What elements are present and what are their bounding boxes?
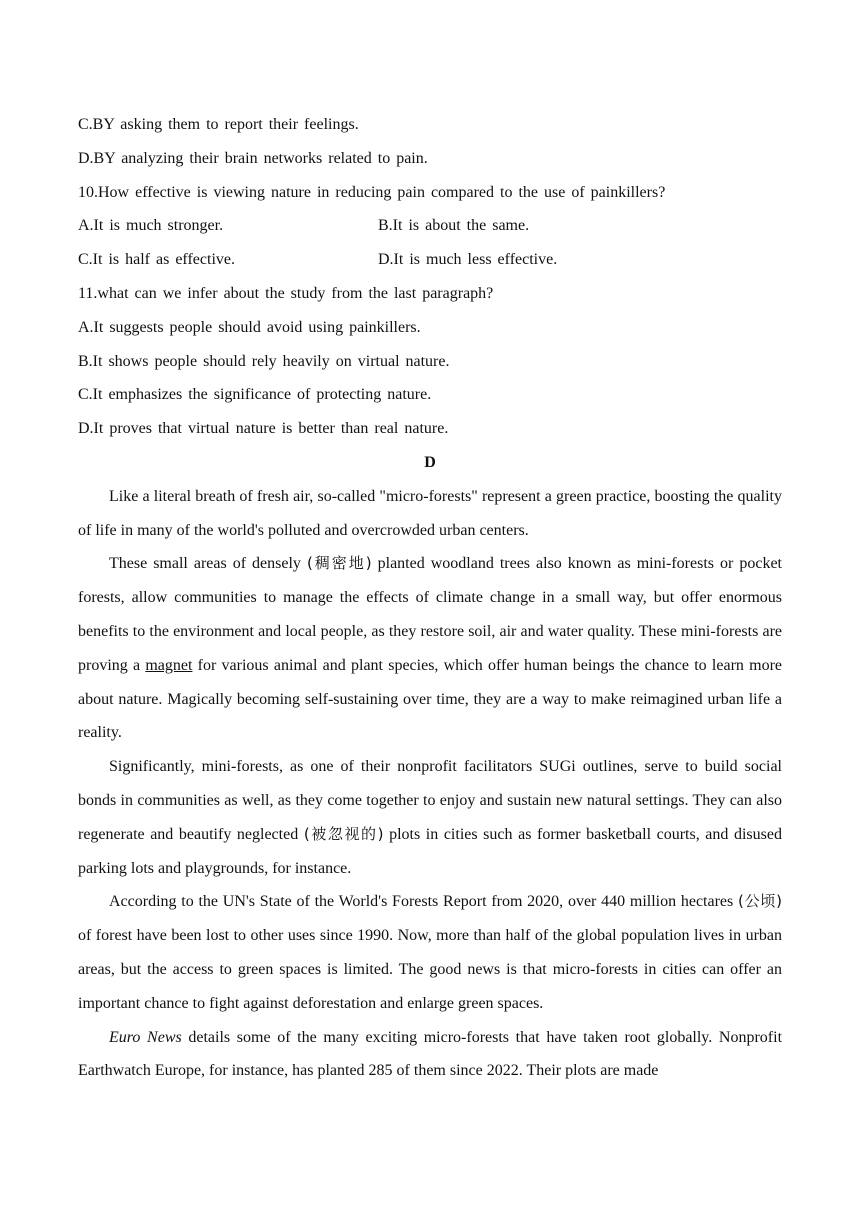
q11-option-b: B.It shows people should rely heavily on virtual nature.: [78, 352, 450, 370]
underlined-word-magnet: magnet: [145, 656, 193, 674]
q10-option-c: C.It is half as effective.: [78, 251, 235, 269]
passage-paragraph-1: [78, 480, 782, 548]
passage-paragraph-3: [78, 750, 782, 885]
p5-source-name: Euro News: [109, 1028, 182, 1046]
p2-text-b: planted woodland trees also known as mini-forests or pocket forests, allow communities to manage the effects of climate change in a small way, but offer enormous benefits to the environment and local people, as they restore soil, air and water quality. These mini-forests are proving a: [78, 555, 782, 674]
q11-option-c: C.It emphasizes the significance of protecting nature.: [78, 386, 432, 404]
q10-options-row-2: [78, 243, 782, 277]
q9-option-c: C.BY asking them to report their feelings.: [78, 116, 359, 133]
p4-text-a: According to the UN's State of the World's Forests Report from 2020, over 440 million hectares: [109, 893, 739, 911]
p5-text-b: details some of the many exciting micro-forests that have taken root globally. Nonprofit Earthwatch Europe, for instance, has planted 285 of them since 2022. Their plots are made: [78, 1028, 783, 1080]
p3-gloss: (被忽视的): [303, 824, 384, 843]
p2-text-c: for various animal and plant species, which offer human beings the chance to learn more about nature. Magically becoming self-sustaining over time, they are a way to make reimagined urban life a reality.: [78, 656, 783, 742]
q10-stem: 10.How effective is viewing nature in reducing pain compared to the use of painkillers?: [78, 183, 666, 201]
passage-paragraph-2: [78, 547, 782, 750]
p3-text-b: plots in cities such as former basketball courts, and disused parking lots and playgrounds, for instance.: [78, 825, 782, 877]
passage-paragraph-5: [78, 1021, 782, 1089]
q9-option-d: D.BY analyzing their brain networks related to pain.: [78, 149, 428, 167]
section-title: D: [424, 453, 436, 471]
p1-text: Like a literal breath of fresh air, so-called "micro-forests" represent a green practice, boosting the quality of life in many of the world's polluted and overcrowded urban centers.: [78, 487, 782, 539]
document-page: [78, 108, 782, 1088]
q11-option-a: A.It suggests people should avoid using painkillers.: [78, 318, 421, 336]
q11-stem: 11.what can we infer about the study from the last paragraph?: [78, 284, 494, 302]
p2-gloss: (稠密地): [306, 554, 372, 573]
q10-option-d: D.It is much less effective.: [378, 251, 558, 269]
p4-text-b: of forest have been lost to other uses since 1990. Now, more than half of the global population lives in urban areas, but the access to green spaces is limited. The good news is that micro-forests in cities can offer an important chance to fight against deforestation and enlarge green spaces.: [78, 927, 782, 1012]
q11-option-d: D.It proves that virtual nature is better than real nature.: [78, 420, 449, 438]
p4-gloss: (公顷): [738, 892, 782, 911]
q10-option-a: A.It is much stronger.: [78, 217, 224, 235]
q10-options-row-1: [78, 209, 782, 243]
q10-option-b: B.It is about the same.: [378, 217, 530, 235]
p2-text-a: These small areas of densely: [109, 555, 307, 573]
passage-paragraph-4: [78, 885, 782, 1020]
p3-text-a: Significantly, mini-forests, as one of their nonprofit facilitators SUGi outlines, serve to build social bonds in communities as well, as they come together to enjoy and sustain new natural settings. They can also regenerate and beautify neglected: [78, 758, 782, 843]
